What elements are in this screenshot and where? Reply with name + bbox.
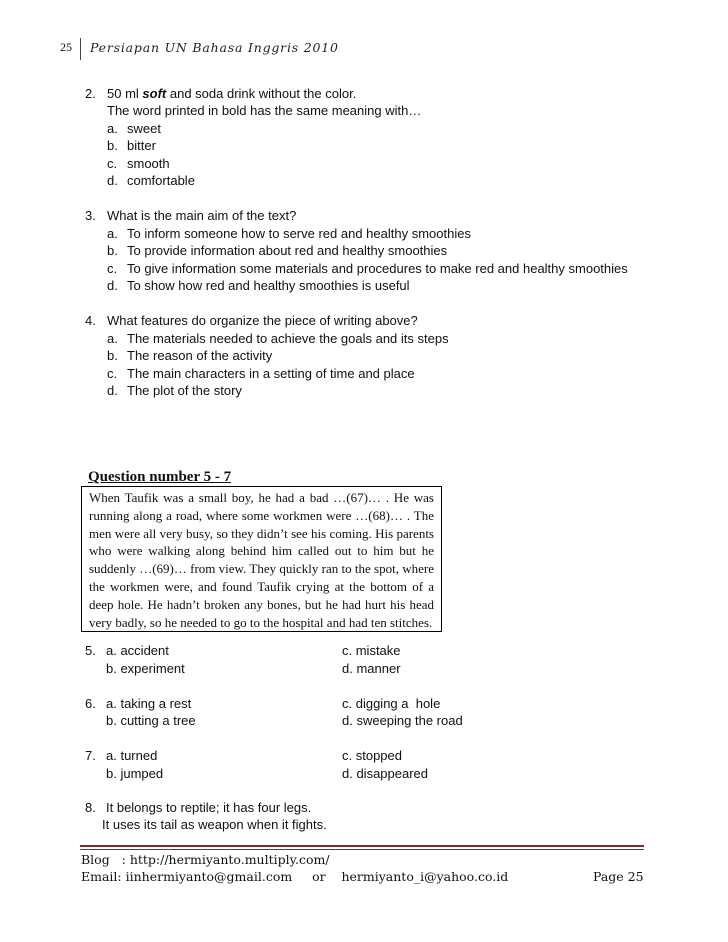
header-divider — [80, 38, 81, 60]
question-stem-line2: It uses its tail as weapon when it fights. — [102, 817, 327, 832]
option-text: To provide information about red and healthy smoothies — [127, 243, 448, 258]
option-d — [107, 383, 242, 398]
option-text: smooth — [127, 156, 170, 171]
question-number: 5. — [85, 643, 96, 658]
question-stem — [107, 86, 356, 101]
option-text: sweet — [127, 121, 161, 136]
option-c: c. digging a hole — [342, 696, 441, 711]
option-text: The main characters in a setting of time and place — [127, 366, 415, 381]
option-a — [107, 121, 161, 136]
question-number: 4. — [85, 313, 96, 328]
question-number: 3. — [85, 208, 96, 223]
option-b: b. jumped — [106, 766, 164, 781]
option-d: d. sweeping the road — [342, 713, 463, 728]
bold-word: soft — [142, 86, 167, 101]
option-a: a. accident — [106, 643, 169, 658]
option-c: c. mistake — [342, 643, 401, 658]
option-d — [107, 173, 195, 188]
option-b: b. experiment — [106, 661, 185, 676]
option-b — [107, 138, 156, 153]
option-b — [107, 348, 273, 363]
option-text: The plot of the story — [127, 383, 242, 398]
option-b: b. cutting a tree — [106, 713, 196, 728]
option-text: To give information some materials and procedures to make red and healthy smoothies — [127, 261, 628, 276]
option-letter: c. — [107, 366, 118, 381]
stem-text: 50 ml — [107, 86, 143, 101]
question-number: 6. — [85, 696, 96, 711]
question-stem: It belongs to reptile; it has four legs. — [106, 800, 312, 815]
option-text: The reason of the activity — [127, 348, 273, 363]
option-c — [107, 366, 415, 381]
footer-page-number: Page 25 — [593, 869, 644, 884]
option-d — [107, 278, 410, 293]
option-text: To inform someone how to serve red and healthy smoothies — [127, 226, 471, 241]
option-d: d. manner — [342, 661, 401, 676]
question-stem: What features do organize the piece of writing above? — [107, 313, 418, 328]
question-stem: What is the main aim of the text? — [107, 208, 297, 223]
question-number: 7. — [85, 748, 96, 763]
footer-email: Email: iinhermiyanto@gmail.com or hermiyanto_i@yahoo.co.id — [81, 869, 509, 884]
stem-text-rest: and soda drink without the color. — [166, 86, 357, 101]
header-page-number: 25 — [60, 40, 72, 54]
option-letter: d. — [107, 383, 118, 398]
option-text: comfortable — [127, 173, 195, 188]
footer-blog: Blog : http://hermiyanto.multiply.com/ — [81, 852, 330, 867]
option-a: a. turned — [106, 748, 158, 763]
option-d: d. disappeared — [342, 766, 429, 781]
reading-passage: When Taufik was a small boy, he had a bad …(67)… . He was running along a road, where some workmen were …(68)… . The men were all very busy, so they didn’t see his coming. His parents who were walking along behind him called out to him but he suddenly …(69)… from view. They quickly ran to the spot, where the workmen were, and found Taufik crying at the bottom of a deep hole. He hadn’t broken any bones, but he had hurt his head very badly, so he needed to go to the hospital and had ten stitches. — [89, 490, 434, 630]
header-title: Persiapan UN Bahasa Inggris 2010 — [90, 40, 339, 55]
option-text: To show how red and healthy smoothies is useful — [127, 278, 410, 293]
option-letter: c. — [107, 261, 118, 276]
option-a: a. taking a rest — [106, 696, 192, 711]
question-stem-line2: The word printed in bold has the same meaning with… — [107, 103, 422, 118]
option-letter: b. — [107, 138, 118, 153]
option-a — [107, 226, 471, 241]
option-letter: a. — [107, 226, 118, 241]
option-letter: a. — [107, 331, 118, 346]
option-a — [107, 331, 449, 346]
option-text: The materials needed to achieve the goals and its steps — [127, 331, 449, 346]
option-letter: d. — [107, 173, 118, 188]
option-letter: b. — [107, 348, 118, 363]
option-c: c. stopped — [342, 748, 402, 763]
footer-rule — [80, 845, 644, 847]
option-letter: c. — [107, 156, 118, 171]
option-c — [107, 156, 170, 171]
option-letter: d. — [107, 278, 118, 293]
question-number: 8. — [85, 800, 96, 815]
footer-rule-thin — [80, 849, 644, 850]
option-b — [107, 243, 448, 258]
option-letter: a. — [107, 121, 118, 136]
option-c — [107, 261, 628, 276]
section-title: Question number 5 - 7 — [88, 469, 232, 485]
question-number: 2. — [85, 86, 96, 101]
option-text: bitter — [127, 138, 156, 153]
option-letter: b. — [107, 243, 118, 258]
